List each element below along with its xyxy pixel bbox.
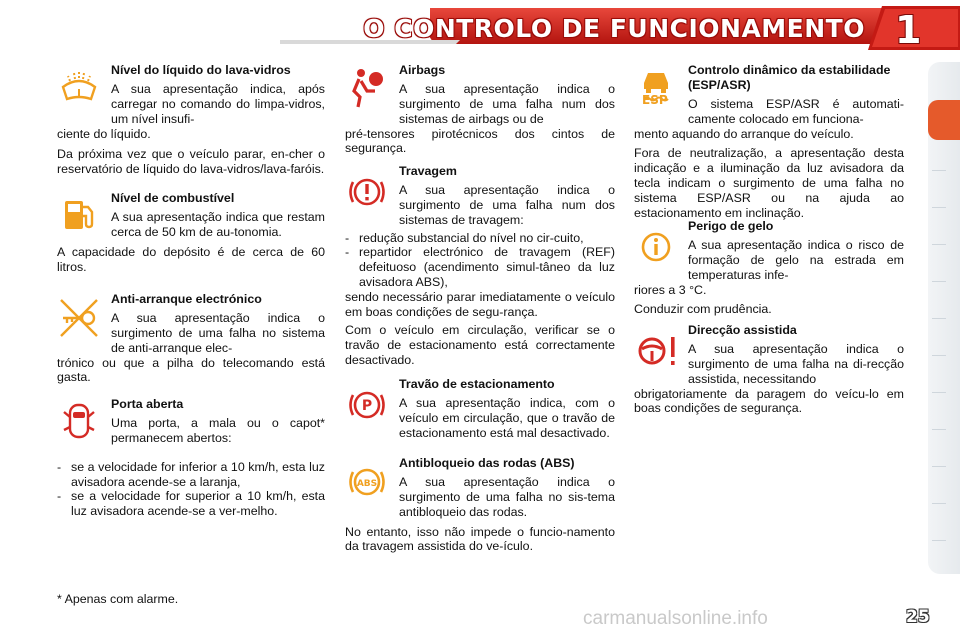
section-paragraph: A capacidade do depósito é de cerca de 60 litros. (57, 244, 325, 274)
chapter-tab[interactable] (932, 244, 946, 245)
section-paragraph: No entanto, isso não impede o funcio-namento da travagem assistida do ve-ículo. (345, 524, 615, 554)
section-title: Airbags (399, 63, 446, 77)
section-paragraph: Conduzir com prudência. (634, 302, 772, 317)
section-text-continued: pré-tensores pirotécnicos dos cintos de segurança. (345, 126, 615, 156)
section-text-continued: ciente do líquido. (57, 126, 151, 141)
abs-icon (345, 460, 389, 504)
section-esp (634, 63, 904, 221)
chapter-tab[interactable] (932, 392, 946, 393)
section-title: Controlo dinâmico da estabilidade (ESP/ASR) (688, 63, 891, 92)
section-paragraph: Com o veículo em circulação, verificar se o travão de estacionamento está correctamente desactivado. (345, 322, 615, 367)
section-paragraph: sendo necessário parar imediatamente o veículo em boas condições de segu-rança. (345, 290, 615, 319)
page-number: 25 (906, 607, 930, 627)
power-steering-icon (634, 329, 678, 373)
section-title: Nível do líquido do lava-vidros (111, 63, 291, 77)
chapter-tab[interactable] (932, 318, 946, 319)
section-title: Porta aberta (111, 397, 184, 411)
door-speed-list (57, 460, 325, 520)
section-text-continued: riores a 3 °C. (634, 282, 707, 297)
section-paragraph: Da próxima vez que o veículo parar, en-cher o reservatório de líquido do lava-vidros/lava-faróis. (57, 147, 325, 177)
chapter-tab[interactable] (932, 170, 946, 171)
section-title: Anti-arranque electrónico (111, 292, 262, 306)
section-text-continued: mento aquando do arranque do veículo. (634, 126, 854, 141)
brake-warning-icon (345, 170, 389, 214)
section-text: A sua apresentação indica o surgimento de uma falha num dos sistemas de travagem: (399, 182, 615, 227)
section-title: Travagem (399, 164, 457, 178)
section-text-continued: obrigatoriamente da paragem do veícu-lo em boas condições de segurança. (634, 386, 904, 416)
brake-fault-list (345, 231, 615, 291)
immobiliser-key-icon (57, 296, 101, 340)
section-title: Perigo de gelo (688, 219, 774, 233)
fuel-pump-icon (57, 193, 101, 237)
page-header (0, 0, 960, 52)
section-text: A sua apresentação indica, com o veículo em circulação, que o travão de estacionamento está mal desactivado. (399, 395, 615, 440)
section-text-continued: trónico ou que a pilha do telecomando está gasta. (57, 355, 325, 385)
parking-brake-icon (345, 383, 389, 427)
esp-icon-label: ESP (642, 93, 668, 107)
section-brakes (345, 164, 615, 367)
washer-fluid-icon (57, 67, 101, 111)
svg-text:ABS: ABS (356, 479, 378, 489)
chapter-tab[interactable] (932, 281, 946, 282)
frost-warning-icon (634, 225, 678, 269)
section-abs (345, 456, 615, 554)
chapter-tab[interactable] (932, 540, 946, 541)
watermark: carmanualsonline.info (583, 608, 768, 629)
section-frost-risk (634, 219, 904, 317)
footnote: * Apenas com alarme. (57, 592, 179, 606)
chapter-tab[interactable] (932, 429, 946, 430)
list-item: - redução substancial do nível no cir-cuito, (345, 230, 584, 245)
section-text: A sua apresentação indica que restam cerca de 50 km de au-tonomia. (111, 209, 325, 239)
svg-text:P: P (361, 398, 373, 414)
chapter-tab[interactable] (932, 355, 946, 356)
section-title: Antibloqueio das rodas (ABS) (399, 456, 575, 470)
section-door-open (57, 397, 325, 519)
section-fuel-level (57, 191, 325, 274)
section-paragraph: Fora de neutralização, a apresentação desta indicação e a iluminação da luz avisadora da tecla indicam o surgimento de uma falha no sistema ESP/ASR ou na ajuda ao estacionamento em inclinação. (634, 146, 904, 220)
list-item: - se a velocidade for superior a 10 km/h, esta luz avisadora acende-se a ver-melho. (57, 489, 325, 519)
section-immobiliser (57, 292, 325, 385)
door-open-icon (57, 399, 101, 443)
airbag-icon (345, 65, 389, 109)
section-text: A sua apresentação indica o surgimento de uma falha na di-recção assistida, necessitando (688, 341, 904, 386)
section-washer-fluid (57, 63, 325, 177)
list-item: - repartidor electrónico de travagem (REF) defeituoso (acendimento simul-tâneo da luz avisadora ABS), (345, 245, 615, 290)
chapter-tab[interactable] (932, 466, 946, 467)
chapter-tab[interactable] (932, 503, 946, 504)
chapter-tabs (928, 62, 960, 574)
chapter-tab-active[interactable] (928, 100, 960, 140)
section-text: O sistema ESP/ASR é automati-camente colocado em funciona- (688, 96, 904, 126)
section-text: A sua apresentação indica o risco de formação de gelo na estrada em temperaturas infe- (688, 237, 904, 282)
section-title: Travão de estacionamento (399, 377, 555, 391)
section-parking-brake (345, 377, 615, 441)
esp-icon (634, 65, 678, 109)
section-title: Nível de combustível (111, 191, 235, 205)
section-text: A sua apresentação indica o surgimento de uma falha num dos sistemas de airbags ou de (399, 81, 615, 126)
section-text: A sua apresentação indica, após carregar no comando do limpa-vidros, um nível insufi- (111, 81, 325, 126)
section-text: Uma porta, a mala ou o capot* permanecem abertos: (111, 415, 325, 445)
section-text: A sua apresentação indica o surgimento de uma falha no sis-tema antibloqueio das rodas. (399, 474, 615, 519)
page-title: O CONTROLO DE FUNCIONAMENTO (363, 14, 865, 43)
chapter-tab[interactable] (932, 207, 946, 208)
section-power-steering (634, 323, 904, 416)
list-item: - se a velocidade for inferior a 10 km/h, esta luz avisadora acende-se a laranja, (57, 459, 325, 489)
section-title: Direcção assistida (688, 323, 797, 337)
chapter-number: 1 (895, 8, 922, 52)
section-text: A sua apresentação indica o surgimento de uma falha no sistema de anti-arranque elec- (111, 310, 325, 355)
section-airbags (345, 63, 615, 156)
